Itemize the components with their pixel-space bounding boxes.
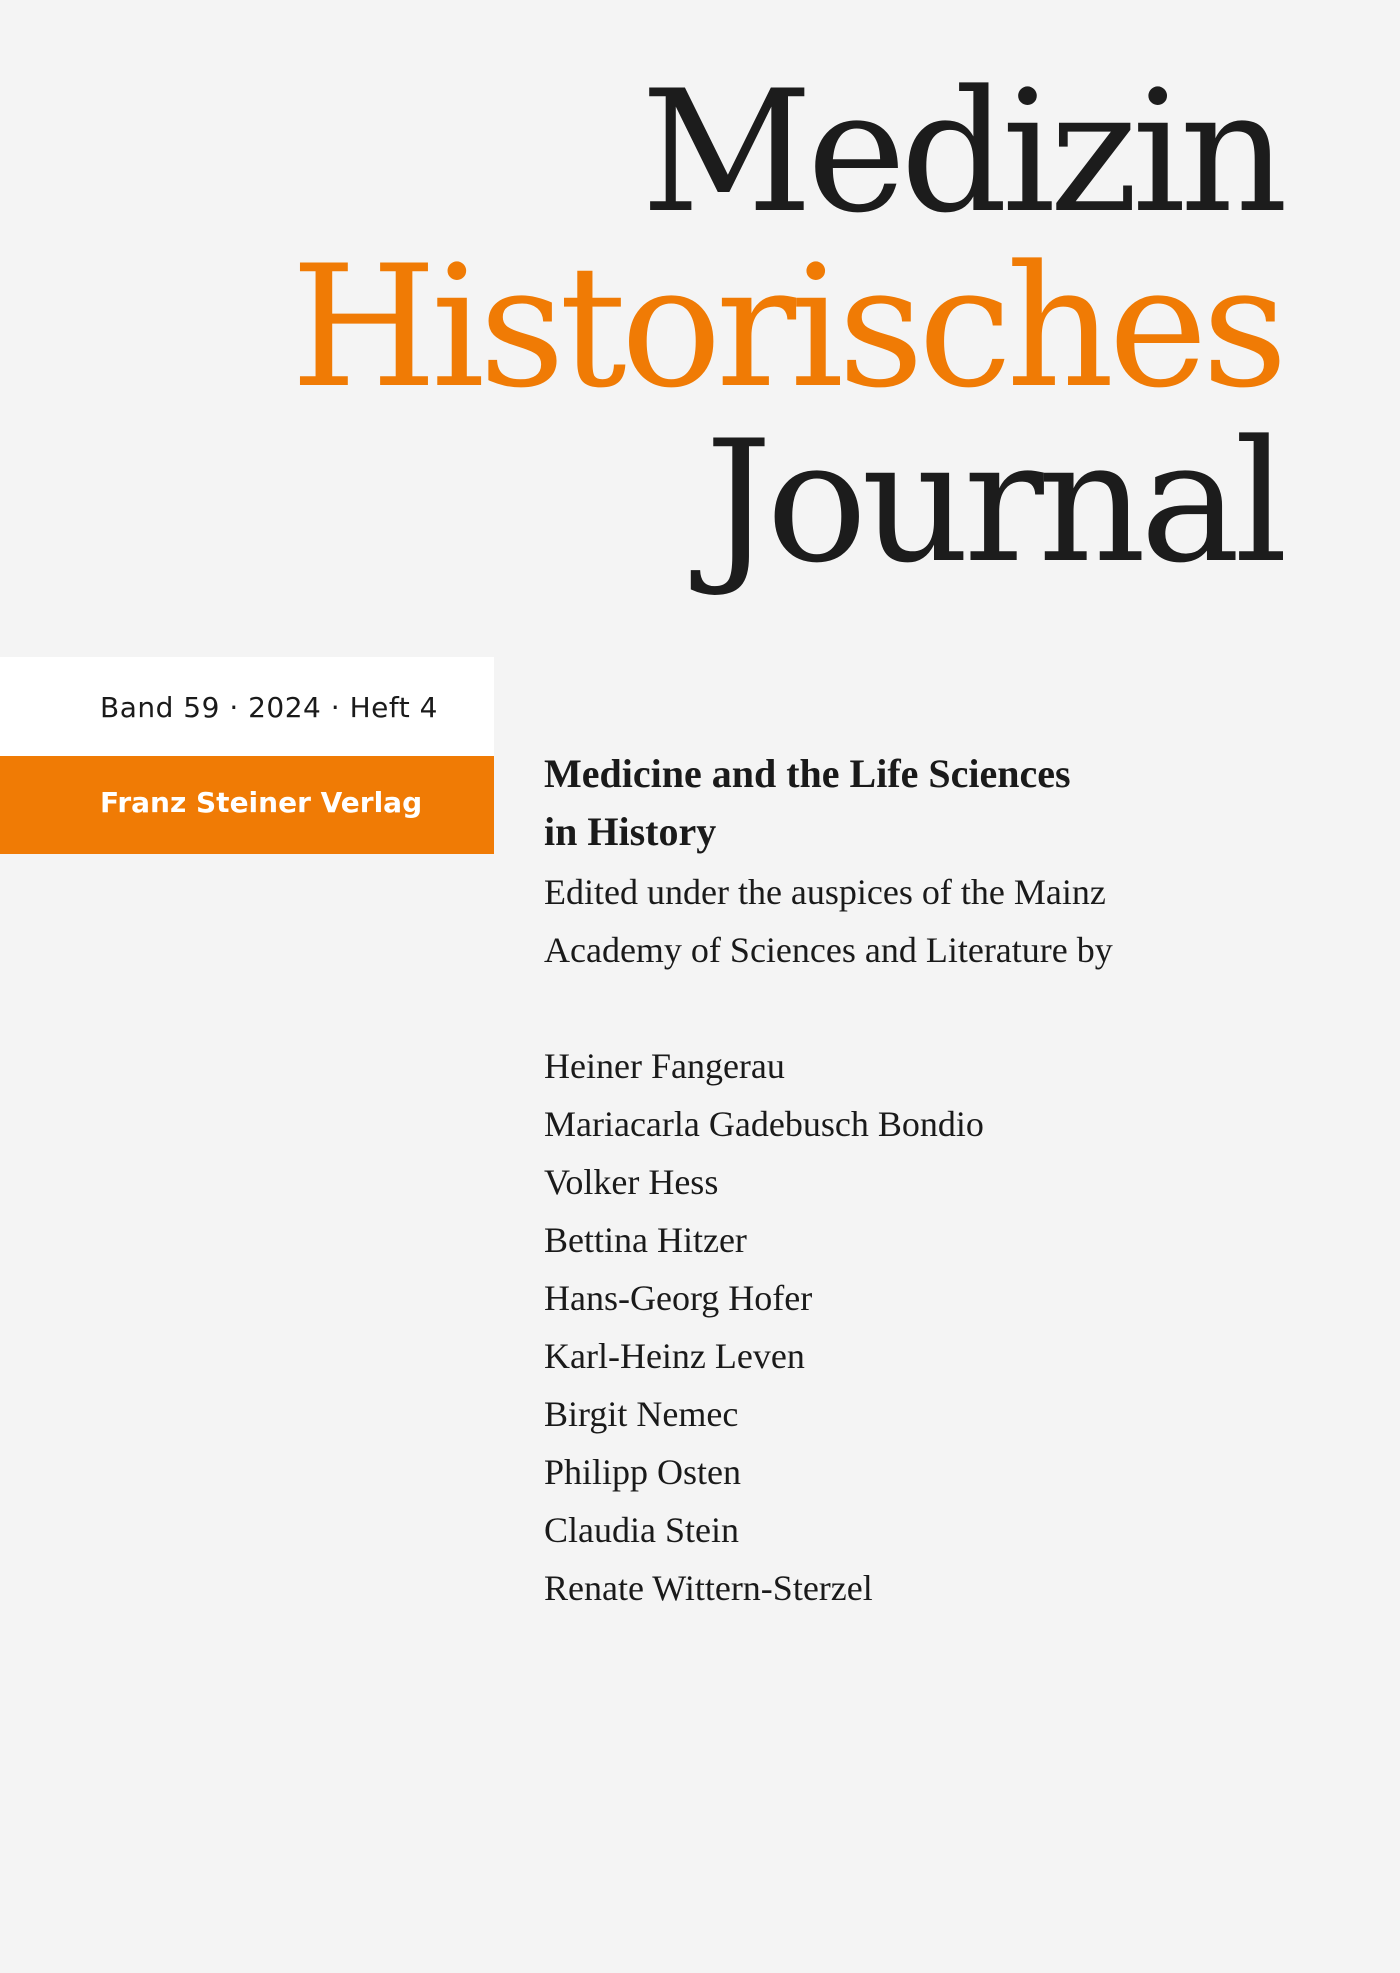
publisher-name: Franz Steiner Verlag [100, 786, 423, 819]
editor-name: Hans-Georg Hofer [544, 1278, 813, 1318]
editor-name: Birgit Nemec [544, 1394, 739, 1434]
editor-name: Volker Hess [544, 1162, 719, 1202]
editor-name: Heiner Fangerau [544, 1046, 785, 1086]
editor-name: Philipp Osten [544, 1452, 742, 1492]
publisher-bar [0, 756, 494, 854]
subtitle [544, 745, 1244, 861]
journal-title-historisches: Historisches [290, 229, 1282, 425]
edited-by-line-2: Academy of Sciences and Literature by [544, 930, 1113, 970]
journal-title-journal: Journal [704, 404, 1282, 600]
editor-name: Mariacarla Gadebusch Bondio [544, 1104, 984, 1144]
journal-title-medizin: Medizin [640, 54, 1282, 250]
edited-by-line-1: Edited under the auspices of the Mainz [544, 872, 1106, 912]
editor-name: Renate Wittern-Sterzel [544, 1568, 873, 1608]
editor-list [544, 1037, 1244, 1617]
editor-name: Claudia Stein [544, 1510, 739, 1550]
cover-content [544, 745, 1244, 1617]
subtitle-line-2: in History [544, 809, 717, 854]
issue-info-box [0, 657, 494, 756]
subtitle-line-1: Medicine and the Life Sciences [544, 751, 1071, 796]
editor-name: Bettina Hitzer [544, 1220, 747, 1260]
edited-by-statement [544, 863, 1244, 979]
issue-label: Band 59 · 2024 · Heft 4 [100, 691, 438, 724]
editor-name: Karl-Heinz Leven [544, 1336, 805, 1376]
